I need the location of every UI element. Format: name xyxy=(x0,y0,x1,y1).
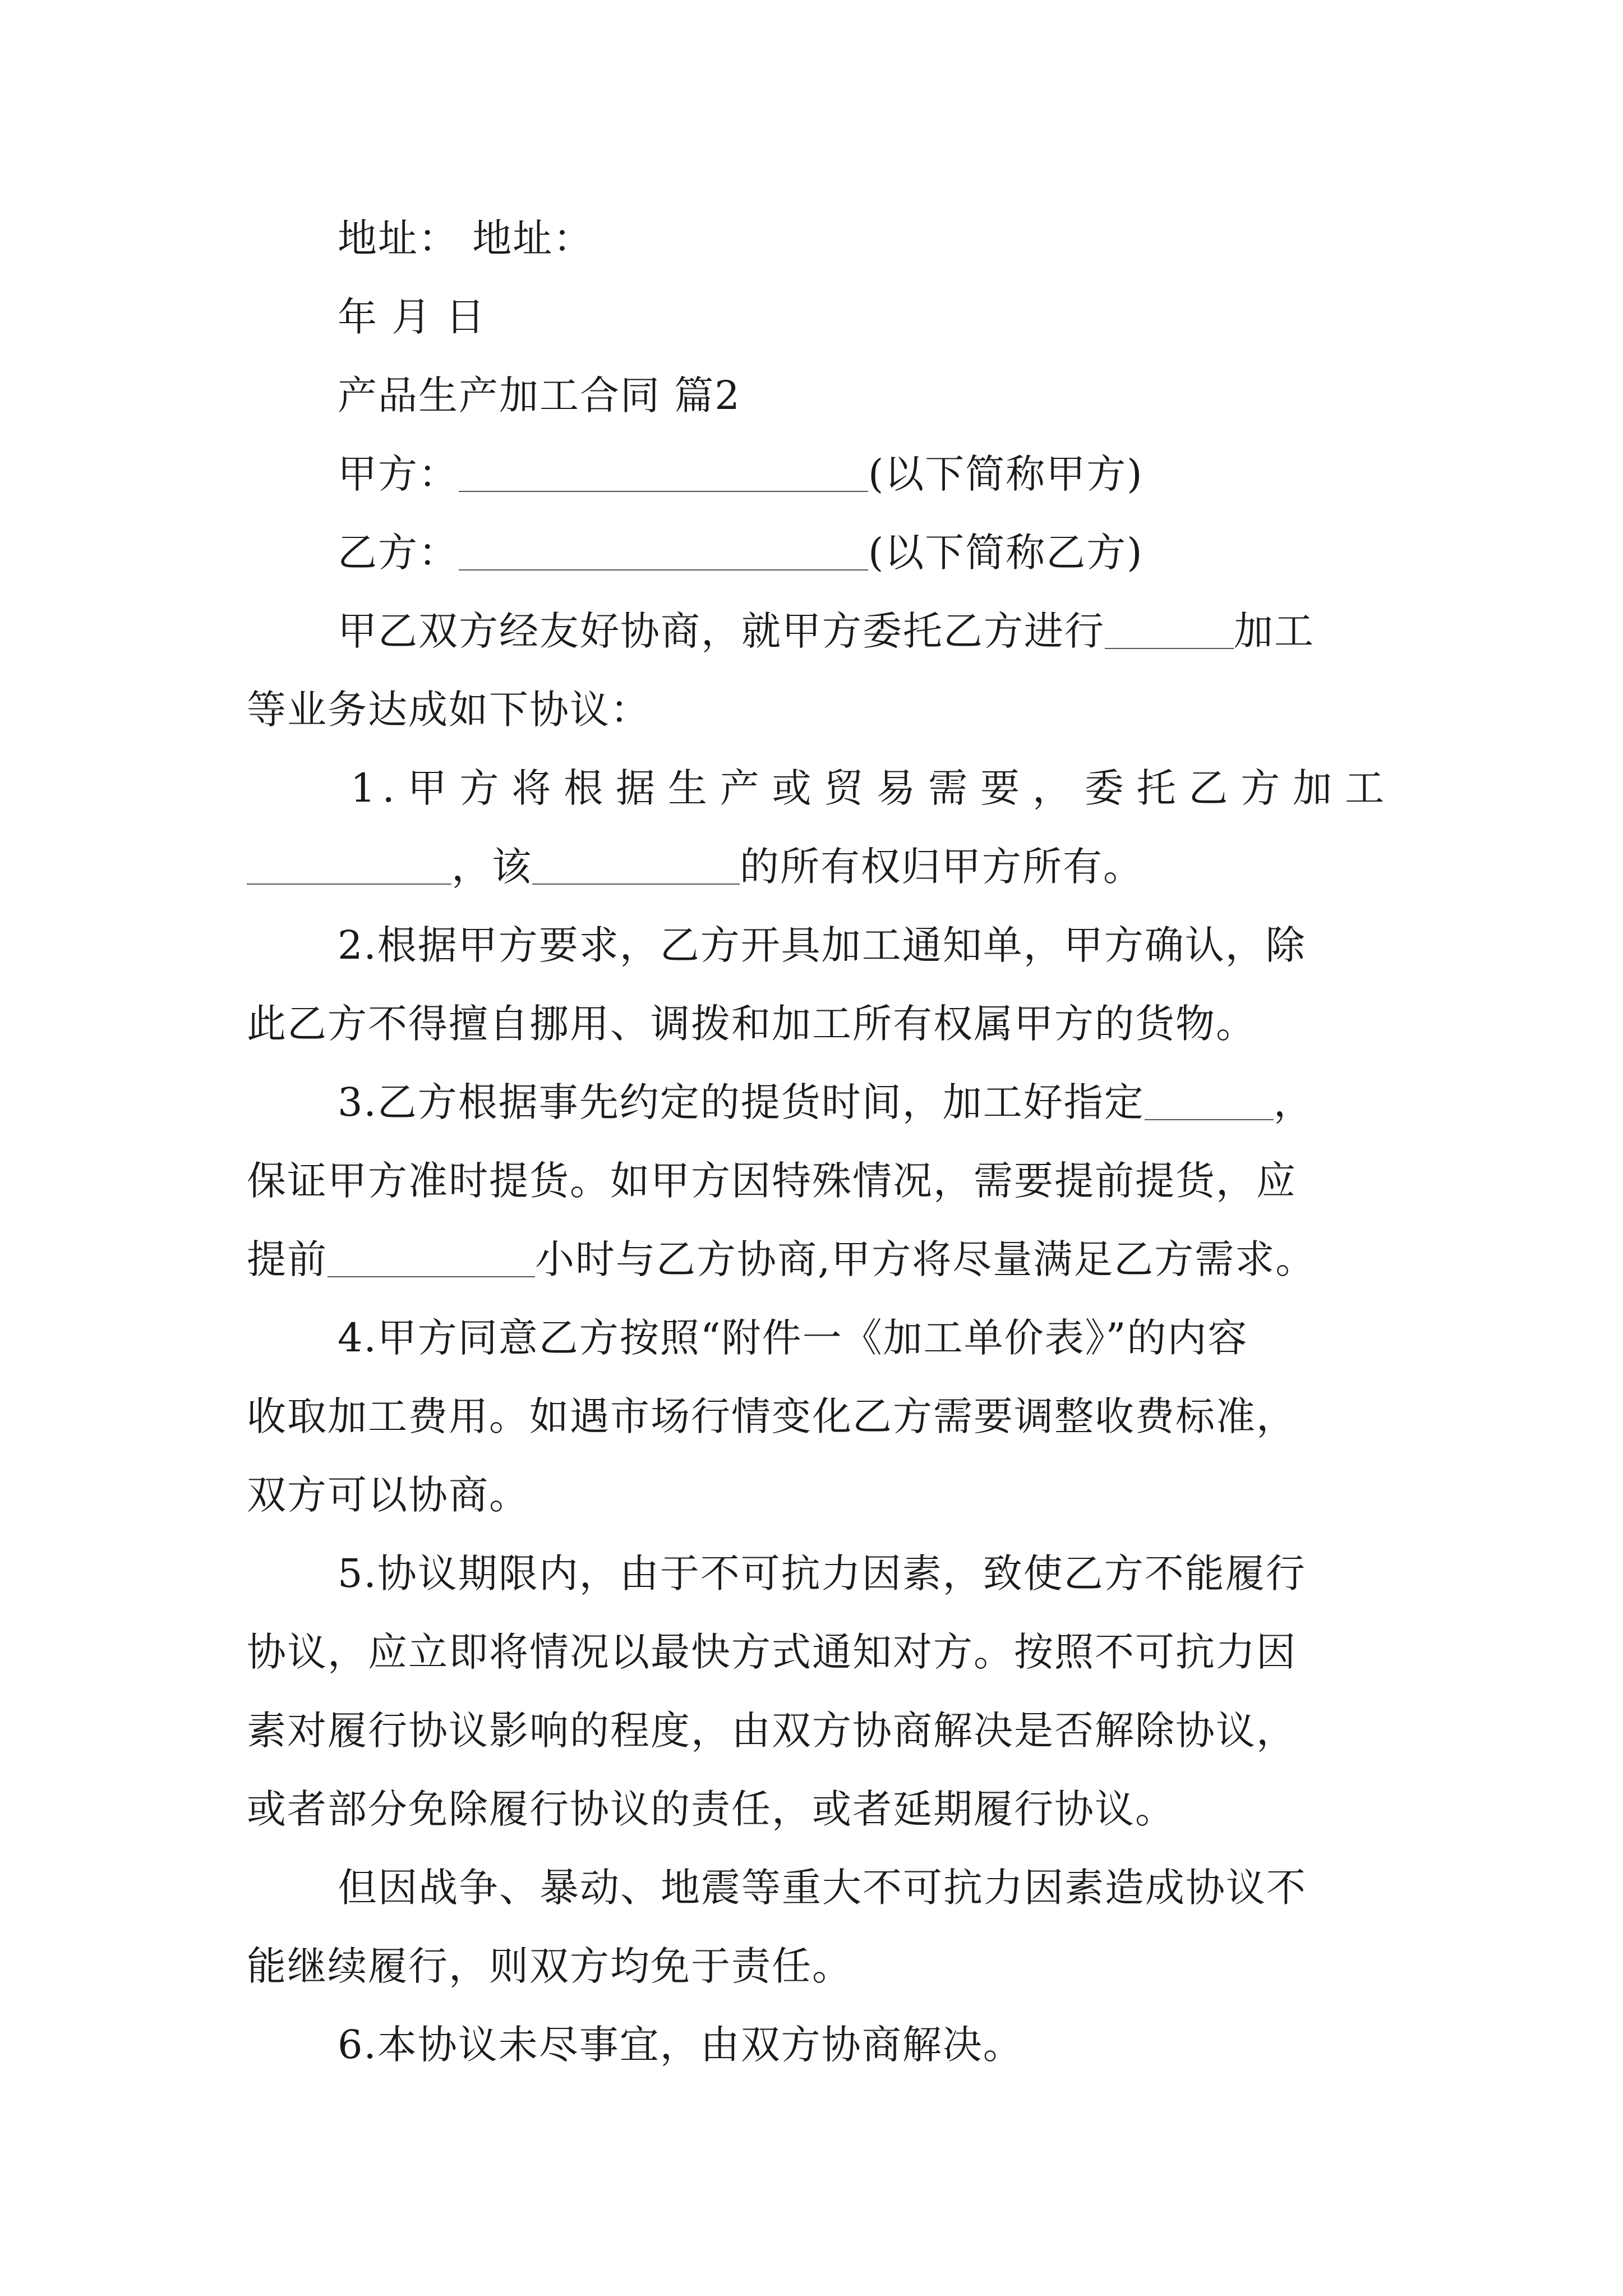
clause-5b-line-2 xyxy=(247,1938,1391,1994)
clause-5-text-1: 5.协议期限内，由于不可抗力因素，致使乙方不能履行 xyxy=(338,1550,1306,1596)
party-b-blank xyxy=(459,536,868,570)
party-a-suffix: (以下简称甲方) xyxy=(868,451,1144,497)
clause-6-text-1: 6.本协议未尽事宜，由双方协商解决。 xyxy=(338,2022,1023,2068)
clause-1-blank-1 xyxy=(247,850,451,885)
intro-text-1a: 甲乙双方经友好协商，就甲方委托乙方进行 xyxy=(338,608,1105,654)
clause-1-line-1 xyxy=(351,760,1391,816)
party-a-blank xyxy=(459,457,868,492)
clause-1-text-2a: ，该 xyxy=(451,844,532,890)
party-a-label: 甲方： xyxy=(338,451,459,497)
clause-5-line-4 xyxy=(247,1781,1391,1837)
clause-5-line-2 xyxy=(247,1624,1391,1680)
clause-5b-line-1 xyxy=(338,1860,1391,1916)
clause-5b-text-2: 能继续履行，则双方均免于责任。 xyxy=(247,1943,852,1989)
clause-3-text-3b: 小时与乙方协商,甲方将尽量满足乙方需求。 xyxy=(535,1236,1316,1282)
clause-5-text-3: 素对履行协议影响的程度，由双方协商解决是否解除协议， xyxy=(247,1708,1297,1754)
clause-3-text-3a: 提前 xyxy=(247,1236,328,1282)
clause-2-text-1: 2.根据甲方要求，乙方开具加工通知单，甲方确认，除 xyxy=(338,922,1306,968)
party-b-label: 乙方： xyxy=(338,530,459,576)
clause-3-blank-2 xyxy=(328,1243,535,1277)
clause-5b-text-1: 但因战争、暴动、地震等重大不可抗力因素造成协议不 xyxy=(338,1865,1307,1911)
date-text: 年 月 日 xyxy=(338,294,486,340)
clause-6-line-1 xyxy=(338,2017,1391,2073)
intro-blank xyxy=(1105,614,1234,649)
address-line xyxy=(338,210,1391,266)
date-line xyxy=(338,289,1391,345)
clause-4-line-3 xyxy=(247,1467,1391,1523)
clause-3-text-1b: ， xyxy=(1273,1079,1314,1125)
address-text: 地址： 地址： xyxy=(338,215,594,261)
clause-5-text-2: 协议，应立即将情况以最快方式通知对方。按照不可抗力因 xyxy=(247,1629,1297,1675)
clause-2-line-1 xyxy=(338,917,1391,973)
party-b-line xyxy=(338,524,1391,581)
clause-3-blank-1 xyxy=(1145,1085,1274,1120)
clause-1-blank-2 xyxy=(532,850,740,885)
contract-title xyxy=(338,367,1391,424)
clause-2-line-2 xyxy=(247,996,1391,1052)
intro-text-2: 等业务达成如下协议： xyxy=(247,687,651,733)
clause-1-text-1: 1.甲方将根据生产或贸易需要，委托乙方加工 xyxy=(351,765,1391,811)
clause-4-text-3: 双方可以协商。 xyxy=(247,1472,529,1518)
clause-4-line-2 xyxy=(247,1388,1391,1444)
clause-2-text-2: 此乙方不得擅自挪用、调拨和加工所有权属甲方的货物。 xyxy=(247,1001,1256,1047)
intro-line-1 xyxy=(338,603,1391,659)
clause-4-line-1 xyxy=(338,1310,1391,1366)
clause-3-text-1a: 3.乙方根据事先约定的提货时间，加工好指定 xyxy=(338,1079,1145,1125)
clause-5-text-4: 或者部分免除履行协议的责任，或者延期履行协议。 xyxy=(247,1786,1175,1832)
clause-5-line-3 xyxy=(247,1703,1391,1759)
party-b-suffix: (以下简称乙方) xyxy=(868,530,1144,576)
intro-line-2 xyxy=(247,682,1391,738)
clause-1-line-2 xyxy=(247,839,1391,895)
clause-3-text-2: 保证甲方准时提货。如甲方因特殊情况，需要提前提货，应 xyxy=(247,1158,1297,1204)
party-a-line xyxy=(338,446,1391,502)
contract-title-text: 产品生产加工合同 篇2 xyxy=(338,372,741,418)
clause-4-text-2: 收取加工费用。如遇市场行情变化乙方需要调整收费标准， xyxy=(247,1393,1297,1439)
clause-4-text-1: 4.甲方同意乙方按照“附件一《加工单价表》”的内容 xyxy=(338,1315,1248,1361)
clause-1-text-2b: 的所有权归甲方所有。 xyxy=(740,844,1144,890)
clause-3-line-1 xyxy=(338,1074,1391,1130)
clause-5-line-1 xyxy=(338,1545,1391,1602)
clause-3-line-2 xyxy=(247,1153,1391,1209)
intro-text-1b: 加工 xyxy=(1234,608,1315,654)
clause-3-line-3 xyxy=(247,1231,1391,1287)
